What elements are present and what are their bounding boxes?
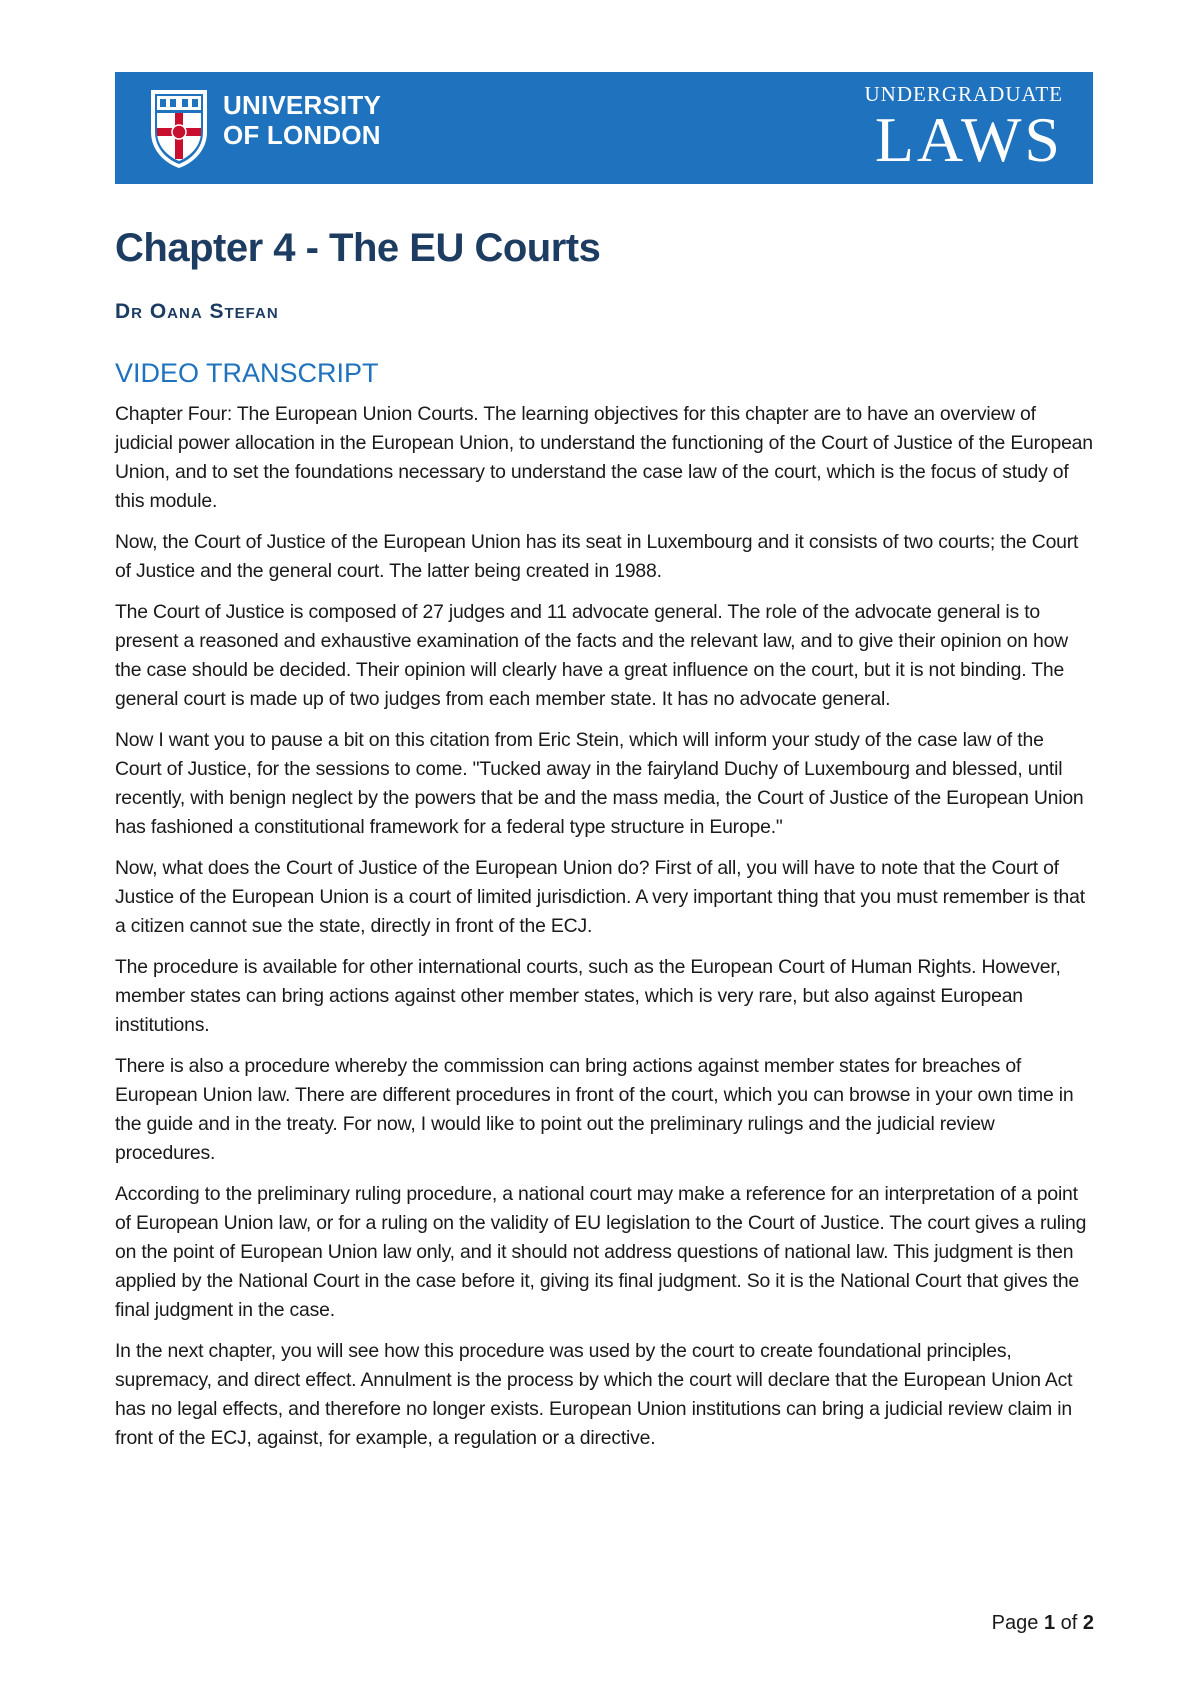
- page-title: Chapter 4 - The EU Courts: [115, 226, 601, 270]
- university-name-line2: OF LONDON: [223, 120, 381, 150]
- paragraph: In the next chapter, you will see how this procedure was used by the court to create foundational principles, supremacy, and direct effect. Annulment is the process by which the court will declare that the European Union Act has no legal effects, and therefore no longer exists. European Union institutions can bring a judicial review claim in front of the ECJ, against, for example, a regulation or a directive.: [115, 1340, 1073, 1449]
- paragraph: According to the preliminary ruling procedure, a national court may make a reference for an interpretation of a point of European Union law, or for a ruling on the validity of EU legislation to the Court of Justice. The court gives a ruling on the point of European Union law only, and it should not address questions of national law. This judgment is then applied by the National Court in the case before it, giving its final judgment. So it is the National Court that gives the final judgment in the case.: [115, 1183, 1087, 1321]
- paragraph: Chapter Four: The European Union Courts. The learning objectives for this chapter are to have an overview of judicial power allocation in the European Union, to understand the functioning of the Court of Justice of the European Union, and to set the foundations necessary to understand the case law of the court, which is the focus of study of this module.: [115, 403, 1093, 512]
- page-number: [992, 1612, 1094, 1635]
- total-pages: 2: [1082, 1612, 1094, 1634]
- header-banner: [115, 72, 1093, 184]
- programme-logo: [865, 82, 1064, 174]
- university-name-line1: UNIVERSITY: [223, 90, 382, 120]
- current-page: 1: [1043, 1612, 1056, 1634]
- paragraph: Now, what does the Court of Justice of the European Union do? First of all, you will have to note that the Court of Justice of the European Union is a court of limited jurisdiction. A very important thing that you must remember is that a citizen cannot sue the state, directly in front of the ECJ.: [115, 857, 1085, 937]
- section-heading: VIDEO TRANSCRIPT: [115, 358, 379, 388]
- author-name: Dr Oana Stefan: [115, 300, 279, 323]
- paragraph: Now, the Court of Justice of the European Union has its seat in Luxembourg and it consists of two courts; the Court of Justice and the general court. The latter being created in 1988.: [115, 531, 1079, 582]
- programme-logo-line2: LAWS: [874, 104, 1063, 175]
- transcript-body: [115, 400, 1095, 1465]
- paragraph: The procedure is available for other international courts, such as the European Court of Human Rights. However, member states can bring actions against other member states, which is very rare, but also against European institutions.: [115, 956, 1061, 1036]
- paragraph: Now I want you to pause a bit on this citation from Eric Stein, which will inform your study of the case law of the Court of Justice, for the sessions to come. "Tucked away in the fairyland Duchy of Luxembourg and blessed, until recently, with benign neglect by the powers that be and the mass media, the Court of Justice of the European Union has fashioned a constitutional framework for a federal type structure in Europe.": [115, 729, 1084, 838]
- programme-logo-line1: UNDERGRADUATE: [864, 82, 1063, 106]
- paragraph: The Court of Justice is composed of 27 judges and 11 advocate general. The role of the advocate general is to present a reasoned and exhaustive examination of the facts and the relevant law, and to give their opinion on how the case should be decided. Their opinion will clearly have a great influence on the court, but it is not binding. The general court is made up of two judges from each member state. It has no advocate general.: [115, 601, 1068, 710]
- university-name: [223, 90, 381, 150]
- paragraph: There is also a procedure whereby the commission can bring actions against member states for breaches of European Union law. There are different procedures in front of the court, which you can browse in your own time in the guide and in the treaty. For now, I would like to point out the preliminary rulings and the judicial review procedures.: [115, 1055, 1074, 1164]
- university-crest-icon: [147, 86, 211, 170]
- of-word: of: [1060, 1612, 1078, 1634]
- page-word: Page: [991, 1612, 1039, 1634]
